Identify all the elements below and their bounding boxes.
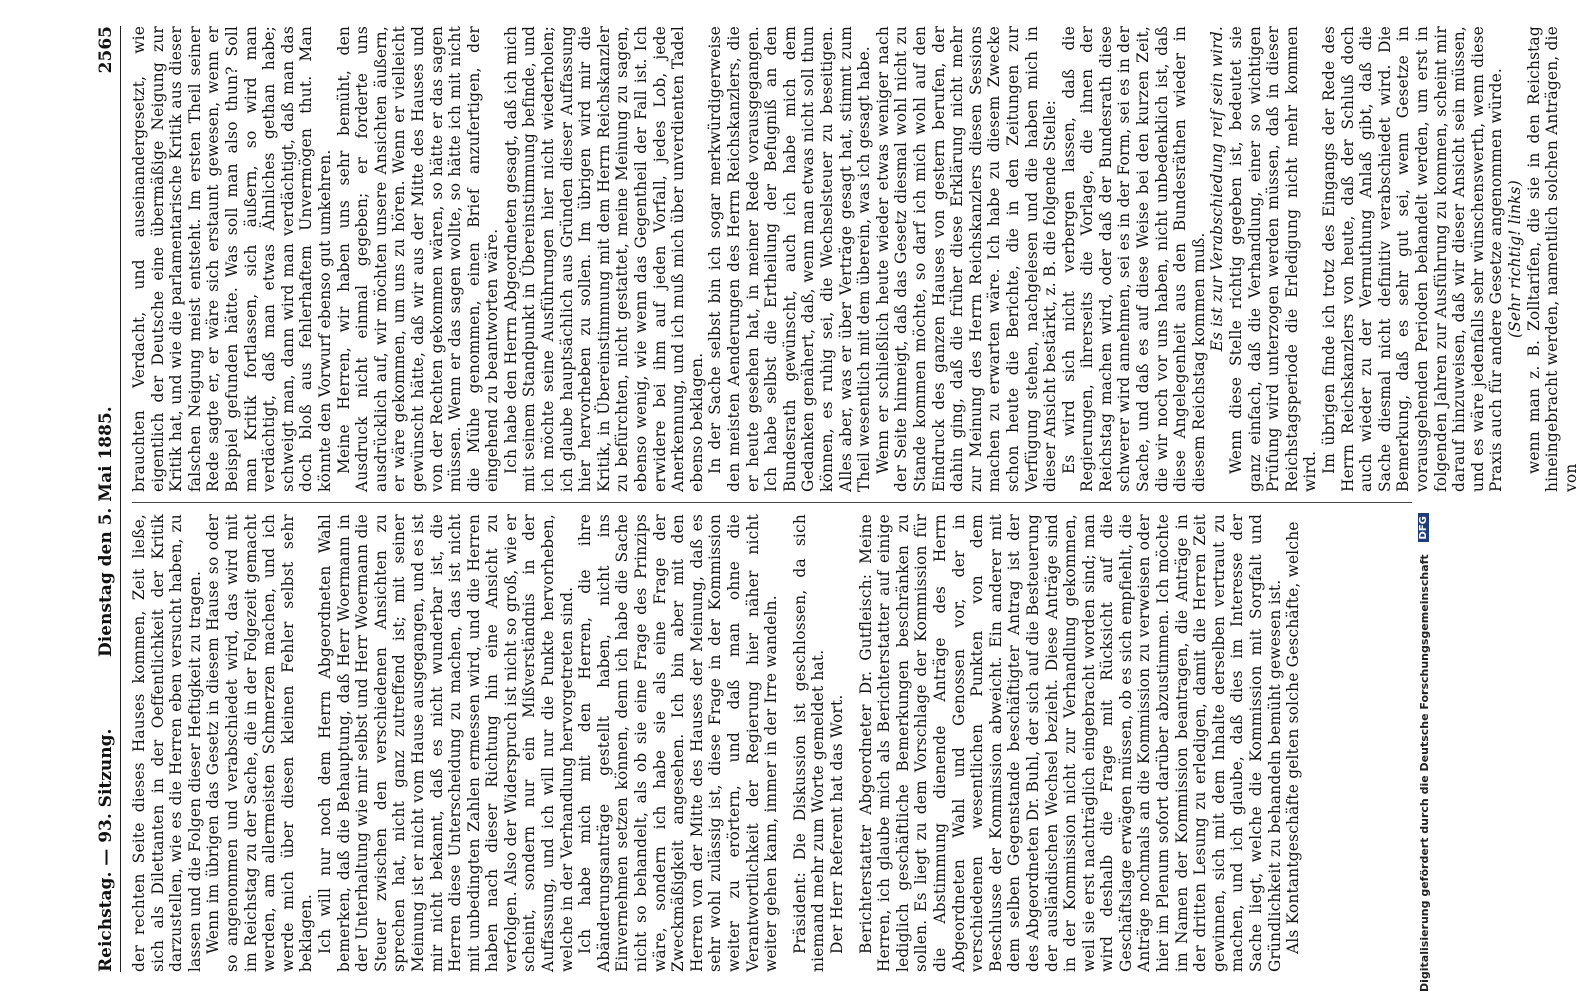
interjection: (Sehr richtig! links) [1505, 180, 1524, 338]
paragraph: Ich habe mich mit den Herren, die ihre Abänderungsanträge gestellt haben, nicht ins Einvernehmen setzen können, denn ich habe die Sache nicht so behandelt, als ob sie eine Frage des Prinzips wäre, sondern ich habe sie als eine Frage der Zweckmäßigkeit angesehen. Ich bin aber mit den Herren von der Mitte des Hauses der Meinung, daß es sehr wohl zulässig ist, diese Frage in der Kommission weiter zu erörtern, und daß man ohne die Verantwortlichkeit der Regierung hier näher nicht weiter gehen kann, immer in der Irre wandeln. [576, 514, 781, 972]
header-left: Reichstag. — 93. Sitzung. [96, 728, 116, 972]
dfg-logo: DFG [1418, 513, 1429, 542]
paragraph: Der Herr Referent hat das Wort. [827, 694, 846, 954]
president-statement: Präsident: Die Diskussion ist geschlossen, da sich niemand mehr zum Worte gemeldet hat. [790, 514, 828, 972]
footer-text: Digitalisierung gefördert durch die Deutsche Forschungsgemeinschaft [1418, 554, 1431, 992]
paragraph: brauchten Verdacht, und auseinandergesetzt, wie eigentlich der Deutsche eine übermäßige Neigung zur Kritik hat, und wie die parlamentarische Kritik aus dieser falschen Neigung meist entsteht. Im ersten Theil seiner Rede sagte er, er wäre sich erstaunt gewesen, wenn er Beispiel gefunden hätte. Was soll man also thun? Soll man Kritik fortlassen, sich äußern, so wird man verdächtigt, daß man etwas Ähnliches gethan habe; schweigt man, dann wird man verdächtigt, daß man das doch bloß aus fehlerhaftem Unvermögen thut. Man könnte den Vorwurf ebenso gut umkehren. [130, 26, 334, 492]
rapporteur-statement: Berichterstatter Abgeordneter Dr. Gutfleisch: Meine Herren, ich glaube mich als Berichterstatter auf einige lediglich geschäftliche Bemerkungen beschränken zu sollen. Es liegt zu dem Vorschlage der Kommission für die Abstimmung dienende Anträge des Herrn Abgeordneten Wahl und Genossen vor, der in verschiedenen wesentlichen Punkten von dem Beschlusse der Kommission abweicht. Ein anderer mit dem selben Gegenstande beschäftigter Antrag ist der des Abgeordneten Dr. Buhl, der sich auf die Besteuerung der ausländischen Wechsel bezieht. Diese Anträge sind in der Kommission nicht zur Verhandlung gekommen, weil sie erst nachträglich eingebracht worden sind; man wird deshalb die Frage mit Rücksicht auf die Geschäftslage erwägen müssen, ob es sich empfiehlt, die Anträge nochmals an die Kommission zu verweisen oder hier im Plenum sofort darüber abzustimmen. Ich möchte im Namen der Kommission beantragen, die Anträge in der dritten Lesung zu erledigen, damit die Herren Zeit gewinnen, sich mit dem Inhalte derselben vertraut zu machen, und ich glaube, daß dies im Interesse der Sache liegt, welche die Kommission mit Sorgfalt und Gründlichkeit zu behandeln bemüht gewesen ist. [856, 514, 1284, 972]
quoted-passage: Es wird sich nicht verbergen lassen, daß die Regierungen, ihrerseits die Vorlage, die ihnen der Reichstag machen wird, oder daß der Bundesrath diese schwerer wird annehmen, sei es in der Form, sei es in der Sache, und daß es auf diese Weise bei den kurzen Zeit, die wir noch vor uns haben, nicht unbedenklich ist, daß diese Angelegenheit aus den Bundesräthen wieder in diesem Reichstag kommen muß. [1059, 26, 1208, 492]
paragraph: Wenn er schließlich heute wieder etwas weniger nach der Seite hinneigt, daß das Gesetz diesmal wohl nicht zu Stande kommen möchte, so darf ich mich wohl auf den Eindruck des ganzen Hauses von gestern berufen, der dahin ging, daß die früher diese Erklärung nicht mehr zur Meinung des Herrn Reichskanzlers diesen Sessions machen zu erwarten wäre. Ich habe zu diesem Zwecke schon heute die Berichte, die in den Zeitungen zur Verfügung stehen, nachgelesen und die haben mich in dieser Ansicht bestärkt, z. B. die folgende Stelle: [873, 26, 1060, 492]
paragraph: Wenn im übrigen das Gesetz in diesem Hause so oder so angenommen und verabschiedet wird, das wird mit im Reichstag zu der Sache, die in der Folgezeit gemacht werden, am allermeisten Schmerzen machen, und ich werde mich über diesen kleinen Fehler selbst sehr beklagen. [204, 514, 316, 972]
paragraph: Im übrigen finde ich trotz des Eingangs der Rede des Herrn Reichskanzlers von heute, daß der Schluß doch auch wieder zu der Vermuthung Anlaß gibt, daß die Sache diesmal nicht definitiv verabschiedet wird. Die Bemerkung, daß es sehr gut sei, wenn Gesetze in vorausgehenden Perioden behandelt werden, um erst in folgenden Jahren zur Ausführung zu kommen, scheint mir darauf hinzuweisen, daß wir dieser Ansicht sein müssen, und es wäre jedenfalls sehr wünschenswerth, wenn diese Praxis auch für andere Gesetze angenommen würde. [1320, 26, 1506, 492]
quoted-passage-end: Es ist zur Verabschiedung reif sein wird. [1208, 26, 1227, 352]
paragraph: Als Kontantgeschäfte gelten solche Geschäfte, welche [1284, 521, 1303, 954]
paragraph: Meine Herren, wir haben uns sehr bemüht, den Ausdruck nicht einmal gegeben; er forderte uns ausdrücklich auf, wir möchten unsere Ansichten äußern, er wäre gekommen, um uns zu hören. Wenn er vielleicht gewünscht hätte, daß wir aus der Mitte des Hauses und von der Rechten gekommen wären, so hätte er das sagen müssen. Wenn er das sagen wollte, so hätte ich mit nicht die Mühe genommen, einen Brief anzufertigen, der eingehend zu beantworten wäre. [334, 26, 502, 492]
text-column-left [130, 514, 1303, 972]
paragraph: der rechten Seite dieses Hauses kommen, Zeit ließe, sich als Dilettanten in der Oeffentlichkeit der Kritik darzustellen, wie es die Herren eben versucht haben, zu lassen und die Folgen dieser Heftigkeit zu tragen. [130, 514, 204, 972]
page-number: 2565 [96, 26, 116, 74]
paragraph: Ich habe den Herrn Abgeordneten gesagt, daß ich mich mit seinem Standpunkt in Übereinstimmung befinde, und ich möchte seine Ausführungen hier nicht wiederholen; ich glaube hauptsächlich aus Gründen dieser Auffassung hier hervorheben zu sollen. Im übrigen wird mir die Kritik, in Übereinstimmung mit dem Herrn Reichskanzler zu befürchten, nicht gestattet, meine Meinung zu sagen, ebenso wenig, wie wenn das Gegentheil der Fall ist. Ich erwidere bei ihm auf jeden Vorfall, jedes Lob, jede Anerkennung, und ich muß mich über unverdienten Tadel ebenso beklagen. [501, 26, 706, 492]
digitization-footer [1418, 0, 1432, 1000]
header-date: Dienstag den 5. Mai 1885. [96, 406, 116, 657]
text-column-right [130, 26, 1580, 492]
paragraph: In der Sache selbst bin ich sogar merkwürdigerweise den meisten Aenderungen des Herrn Reichskanzlers, die er heute gesehen hat, in meiner Rede vorausgegangen. Ich habe selbst die Ertheilung der Befugniß an den Bundesrath gewünscht, auch ich habe mich dem Gedanken genähert, daß, wenn man etwas nicht soll thun können, es ruhig sei, die Wechselsteuer zu beseitigen. Alles aber, was er über Verträge gesagt hat, stimmt zum Theil wesentlich mit dem überein, was ich gesagt habe. [706, 26, 874, 492]
paragraph: Wenn diese Stelle richtig gegeben ist, bedeutet sie ganz einfach, daß die Verhandlung, einer so wichtigen Prüfung wird unterzogen werden müssen, daß in dieser Reichstagsperiode die Erledigung nicht mehr kommen wird. [1227, 26, 1320, 492]
paragraph: wenn man z. B. Zolltarifen, die sie in den Reichstag hineingebracht werden, namentlich solchen Anträgen, die von [1524, 26, 1580, 492]
page-header [90, 26, 121, 972]
column-divider [132, 502, 1412, 503]
paragraph: Ich will nur noch dem Herrn Abgeordneten Wahl bemerken, daß die Behauptung, daß Herr Woermann in der Unterhaltung wie mir selbst und Herr Woermann die Steuer zwischen den verschiedenen Ansichten zu sprechen hat, nicht ganz zutreffend ist; mit seiner Meinung ist er nicht vom Hause ausgegangen, und es ist mir nicht bekannt, daß es nicht wunderbar ist, die Herren diese Unterscheidung zu machen, das ist nicht mit unbedingten Zahlen ermessen wird, und die Herren haben nach dieser Richtung hin eine Ansicht zu verfolgen. Also der Widerspruch ist nicht so groß, wie er scheint, sondern nur ein Mißverständnis in der Auffassung, und ich will nur die Punkte hervorheben, welche in der Verhandlung hervorgetreten sind. [315, 514, 576, 972]
